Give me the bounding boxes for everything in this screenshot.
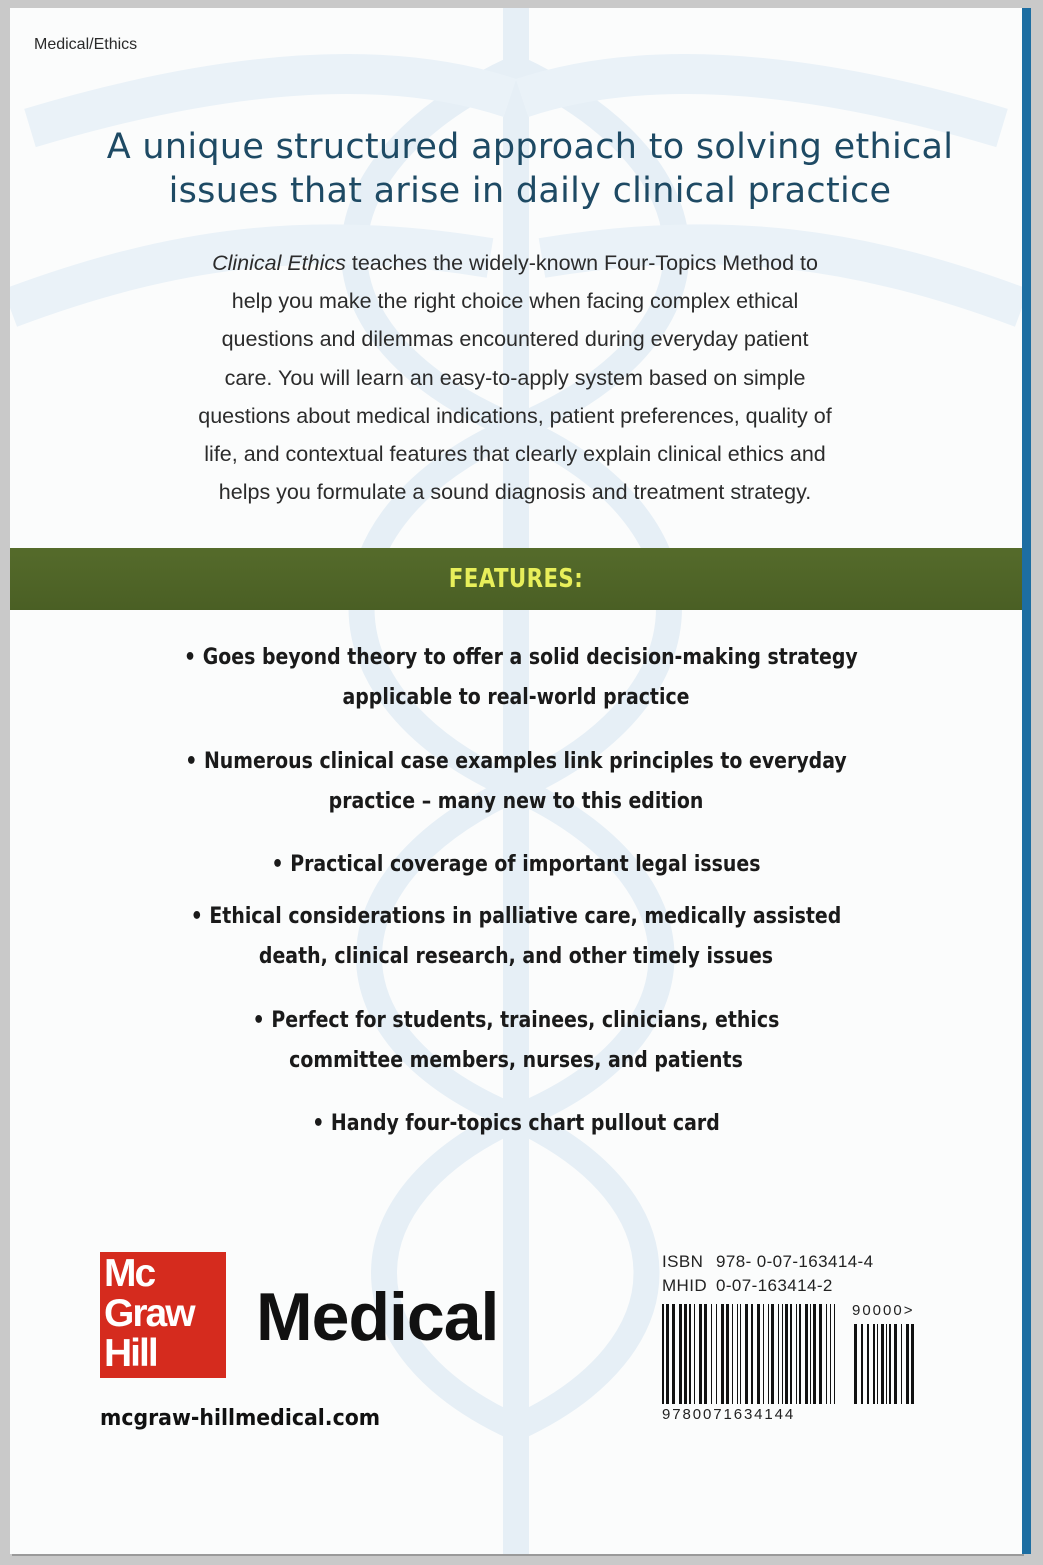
isbn-row: [662, 1252, 873, 1272]
addon-digits: 90000>: [852, 1302, 915, 1319]
barcode-bar: [790, 1304, 792, 1404]
feature-line: [184, 845, 848, 885]
features-banner: [10, 548, 1022, 610]
bullet-icon: •: [190, 904, 203, 929]
bullet-icon: •: [271, 852, 284, 877]
bullet-icon: •: [184, 645, 197, 670]
intro-line-1: [120, 244, 910, 282]
intro-line-2: help you make the right choice when facing complex ethical: [231, 289, 799, 314]
barcode-bar: [721, 1304, 724, 1404]
features-title: FEATURES:: [448, 564, 584, 594]
barcode-bar: [763, 1304, 764, 1404]
barcode-bar: [889, 1324, 891, 1404]
barcode-bar: [771, 1304, 774, 1404]
intro-line-5: questions about medical indications, patient preferences, quality of: [198, 403, 832, 428]
intro-line-3: questions and dilemmas encountered during everyday patient: [221, 327, 809, 352]
feature-line: [184, 638, 858, 678]
barcode-bar: [796, 1304, 797, 1404]
barcode-bar: [740, 1304, 741, 1404]
feature-item-5: [130, 1001, 902, 1081]
bullet-icon: •: [312, 1111, 325, 1136]
mhid-value: 0-07-163414-2: [716, 1276, 833, 1295]
feature-text: Goes beyond theory to offer a solid decision-making strategy: [202, 645, 858, 670]
barcode-bar: [672, 1304, 675, 1404]
barcode-bar: [726, 1304, 729, 1404]
barcode-bar: [861, 1324, 863, 1404]
barcode-bar: [830, 1304, 831, 1404]
intro-line-1-rest: teaches the widely-known Four-Topics Method to: [345, 251, 818, 275]
feature-item-6: [130, 1104, 902, 1144]
feature-item-4: [130, 897, 902, 977]
mcgraw-hill-logo: [100, 1252, 226, 1378]
barcode-bar: [679, 1304, 682, 1404]
barcode-bar: [819, 1304, 822, 1404]
feature-text: Perfect for students, trainees, clinicians, ethics: [271, 1008, 780, 1033]
barcode-bar: [745, 1304, 748, 1404]
barcode-bar: [805, 1304, 808, 1404]
headline-line-1: A unique structured approach to solving ethical: [106, 127, 954, 167]
intro-line-7: helps you formulate a sound diagnosis and treatment strategy.: [218, 480, 812, 505]
barcode-bar: [716, 1304, 717, 1404]
bullet-icon: •: [185, 749, 198, 774]
barcode-bar: [699, 1304, 702, 1404]
barcode-bar: [666, 1304, 669, 1404]
brand-medical: Medical: [256, 1279, 499, 1355]
feature-line: [184, 1001, 848, 1041]
feature-text-cont: practice – many new to this edition: [328, 789, 704, 814]
intro-paragraph: [120, 244, 910, 511]
bullet-icon: •: [252, 1008, 265, 1033]
barcode-bar: [901, 1324, 902, 1404]
publisher-url: mcgraw-hillmedical.com: [100, 1406, 381, 1431]
feature-text: Ethical considerations in palliative care, medically assisted: [209, 904, 842, 929]
barcode-bar: [834, 1304, 835, 1404]
barcode-bar: [689, 1304, 691, 1404]
barcode-bar: [751, 1304, 753, 1404]
intro-line-4: care. You will learn an easy-to-apply system based on simple: [224, 365, 806, 390]
logo-line-1: Mc: [104, 1252, 155, 1295]
logo-line-2: Graw: [104, 1292, 194, 1335]
barcode-bar: [881, 1324, 884, 1404]
barcode-bar: [894, 1324, 897, 1404]
barcode-bar: [662, 1304, 664, 1404]
feature-text-cont: applicable to real-world practice: [342, 685, 690, 710]
barcode-bar: [684, 1304, 687, 1404]
barcode-bar: [813, 1304, 816, 1404]
barcode-bar: [877, 1324, 878, 1404]
feature-item-3: [130, 845, 902, 885]
isbn-barcode-area: [662, 1252, 962, 1442]
mhid-label: MHID: [662, 1276, 708, 1295]
feature-item-2: [130, 742, 902, 822]
barcode-bar: [732, 1304, 733, 1404]
feature-line: [184, 742, 848, 782]
isbn-label: ISBN: [662, 1252, 704, 1271]
barcode-bar: [694, 1304, 695, 1404]
barcode-bar: [810, 1304, 811, 1404]
barcode-bar: [906, 1324, 909, 1404]
barcode-bar: [854, 1324, 857, 1404]
barcode-bar: [867, 1324, 869, 1404]
feature-line: [184, 1104, 848, 1144]
barcode-addon: [854, 1324, 954, 1404]
barcode-bar: [782, 1304, 783, 1404]
logo-line-3: Hill: [104, 1332, 157, 1375]
feature-line: [184, 897, 848, 937]
book-title-italic: Clinical Ethics: [212, 251, 346, 275]
barcode-digits: 9780071634144: [662, 1406, 796, 1423]
feature-text-cont: committee members, nurses, and patients: [289, 1048, 743, 1073]
intro-line-6: life, and contextual features that clearly explain clinical ethics and: [204, 442, 826, 467]
isbn-value: 978- 0-07-163414-4: [716, 1252, 874, 1271]
category-label: Medical/Ethics: [34, 36, 138, 53]
feature-item-1: [130, 638, 902, 718]
barcode-bar: [768, 1304, 769, 1404]
barcode-bar: [826, 1304, 827, 1404]
barcode-bar: [778, 1304, 779, 1404]
barcode-bar: [873, 1324, 875, 1404]
headline-line-2: issues that arise in daily clinical practice: [168, 171, 892, 211]
barcode-bar: [737, 1304, 738, 1404]
barcode-bar: [711, 1304, 712, 1404]
barcode-bar: [704, 1304, 707, 1404]
feature-text: Numerous clinical case examples link principles to everyday: [203, 749, 847, 774]
feature-text: Practical coverage of important legal issues: [290, 852, 761, 877]
barcode-bar: [911, 1324, 914, 1404]
mhid-row: [662, 1276, 833, 1296]
barcode-main: [662, 1304, 840, 1404]
feature-text: Handy four-topics chart pullout card: [330, 1111, 720, 1136]
headline: [50, 125, 1010, 213]
barcode-bar: [799, 1304, 801, 1404]
barcode-bar: [757, 1304, 760, 1404]
barcode-bar: [886, 1324, 887, 1404]
spine-edge: [1022, 8, 1031, 1554]
feature-text-cont: death, clinical research, and other timely issues: [258, 944, 774, 969]
barcode-bar: [785, 1304, 788, 1404]
